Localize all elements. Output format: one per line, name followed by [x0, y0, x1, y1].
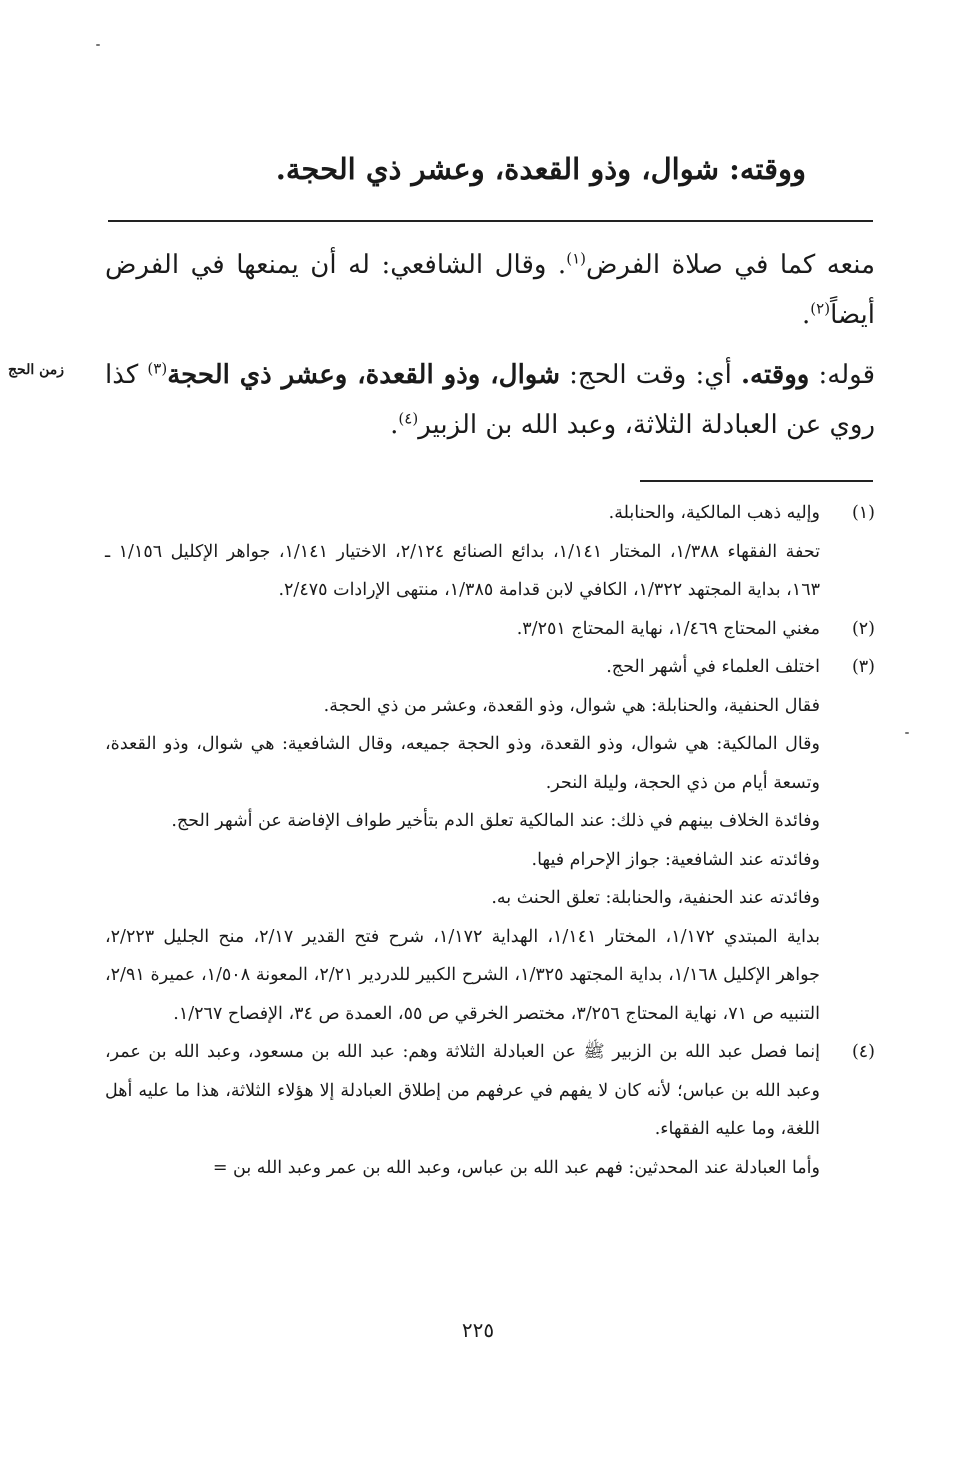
footnote-divider — [640, 480, 873, 482]
footnotes — [105, 494, 875, 1187]
footnote-line: وفائدة الخلاف بينهم في ذلك: عند المالكية تعلق الدم بتأخير طواف الإفاضة عن أشهر الحج. — [171, 811, 820, 831]
commentary-text: . — [390, 410, 399, 440]
footnote-number: (٤) — [851, 1042, 875, 1062]
commentary-text: منعه كما في صلاة الفرض — [585, 250, 875, 280]
commentary-paragraph — [105, 350, 875, 450]
commentary-text: . وقال الشافعي: له أن يمنعها في الفرض أيضاً — [105, 250, 875, 330]
matn-heading: ووقته: شوال، وذو القعدة، وعشر ذي الحجة. — [275, 152, 806, 186]
margin-note: زمن الحج — [8, 362, 65, 378]
footnote-line: إنما فصل عبد الله بن الزبير ﷺ عن العبادلة الثلاثة وهم: عبد الله بن مسعود، وعبد الله بن عمر، وعبد الله بن عباس؛ لأنه كان لا يفهم في عرفهم من إطلاق العبادلة إلا هؤلاء الثلاثة، هذا ما عليه أهل اللغة، وما عليه الفقهاء. — [105, 1042, 820, 1139]
footnote-line: وفائدته عند الحنفية، والحنابلة: تعلق الحنث به. — [491, 888, 820, 908]
footnote-number: (١) — [851, 503, 875, 523]
footnote — [105, 1033, 875, 1187]
commentary-text: قوله: — [809, 360, 875, 390]
footnote — [105, 648, 875, 1033]
page-number: ٢٢٥ — [461, 1318, 495, 1342]
footnote-line: وفائدته عند الشافعية: جواز الإحرام فيها. — [531, 849, 820, 870]
footnote-body — [105, 494, 820, 610]
quoted-term: ووقته. — [740, 360, 810, 390]
quoted-term: شوال، وذو القعدة، وعشر ذي الحجة — [167, 360, 561, 390]
footnote — [105, 610, 875, 649]
commentary-text: . — [802, 300, 811, 330]
footnote-ref[interactable]: (١) — [566, 249, 586, 268]
commentary-text: أي: وقت الحج: — [560, 360, 741, 390]
footnote-number: (٢) — [851, 618, 875, 639]
footnote-line: تحفة الفقهاء ١/٣٨٨، المختار ١/١٤١، بدائع الصنائع ٢/١٢٤، الاختيار ١/١٤١، جواهر الإكليل ١/١٥٦ ـ ١٦٣، بداية المجتهد ١/٣٢٢، الكافي لابن قدامة ١/٣٨٥، منتهى الإرادات ٢/٤٧٥. — [105, 541, 820, 600]
footnote-line: فقال الحنفية، والحنابلة: هي شوال، وذو القعدة، وعشر من ذي الحجة. — [323, 695, 820, 716]
footnote-number: (٣) — [851, 657, 875, 677]
footnote-body — [105, 1033, 820, 1187]
top-divider — [108, 220, 873, 222]
footnote — [105, 494, 875, 610]
footnote-ref[interactable]: (٤) — [398, 409, 419, 428]
footnote-body — [105, 648, 820, 1033]
footnote-line: وقال المالكية: هي شوال، وذو القعدة، وذو الحجة جميعه، وقال الشافعية: هي شوال، وذو القعدة، وتسعة أيام من ذي الحجة، وليلة النحر. — [105, 734, 820, 793]
footnote-line: اختلف العلماء في أشهر الحج. — [606, 657, 820, 677]
footnote-line: وإليه ذهب المالكية، والحنابلة. — [608, 503, 820, 523]
commentary-text: كذا روي عن العبادلة الثلاثة، وعبد الله بن الزبير — [105, 360, 875, 440]
commentary-paragraph — [105, 240, 875, 340]
footnote-body — [105, 610, 820, 649]
scan-speck — [96, 44, 100, 46]
footnote-line: مغني المحتاج ١/٤٦٩، نهاية المحتاج ٣/٢٥١. — [516, 618, 820, 639]
scan-speck — [905, 732, 909, 734]
footnote-line: بداية المبتدي ١/١٧٢، المختار ١/١٤١، الهداية ١/١٧٢، شرح فتح القدير ٢/١٧، منح الجليل ٢/٢٢٣، جواهر الإكليل ١/١٦٨، بداية المجتهد ١/٣٢٥، الشرح الكبير للدردير ٢/٢١، المعونة ١/٥٠٨، عميرة ٢/٩١، التنبيه ص ٧١، نهاية المحتاج ٣/٢٥٦، مختصر الخرقي ص ٥٥، العمدة ص ٣٤، الإفصاح ١/٢٦٧. — [105, 926, 820, 1024]
footnote-ref[interactable]: (٢) — [810, 299, 831, 318]
footnote-ref[interactable]: (٣) — [147, 359, 168, 378]
footnote-line: وأما العبادلة عند المحدثين: فهم عبد الله بن عباس، وعبد الله بن عمر وعبد الله بن = — [212, 1157, 820, 1178]
commentary — [105, 240, 875, 450]
